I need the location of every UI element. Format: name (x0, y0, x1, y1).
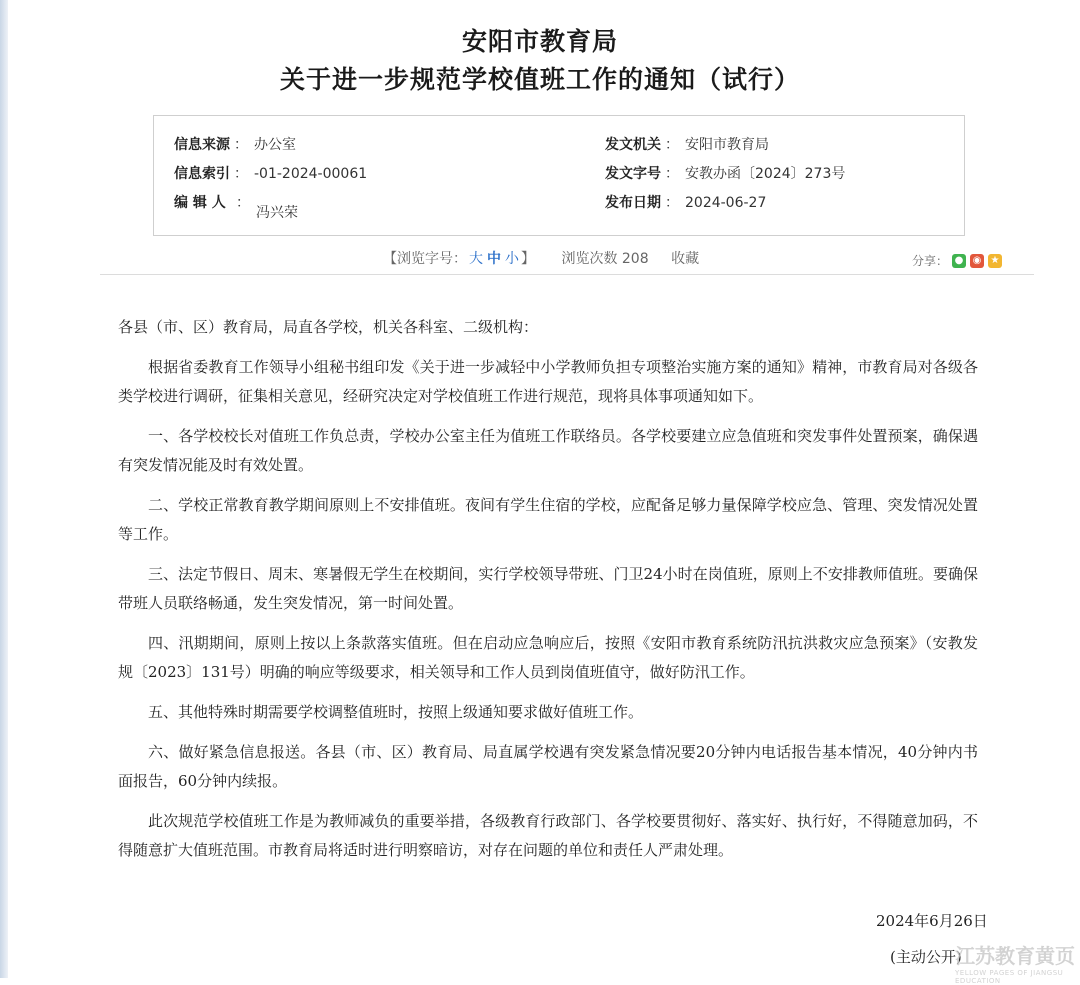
salutation: 各县（市、区）教育局，局直各学校，机关各科室、二级机构： (118, 318, 539, 336)
font-size-medium-link[interactable]: 中 (487, 251, 501, 267)
meta-source-label: 信息来源 (174, 137, 230, 153)
share-bar (912, 252, 1002, 269)
page-title-line1: 安阳市教育局 (461, 27, 618, 56)
paragraph-item-6: 六、做好紧急信息报送。各县（市、区）教育局、局直属学校遇有突发紧急情况要20分钟内电话报告基本情况，40分钟内书面报告，60分钟内续报。 (118, 743, 978, 790)
meta-source: 信息来源 ： 办公室 (174, 134, 296, 154)
meta-issuer-value: 安阳市教育局 (685, 137, 769, 153)
share-label: 分享： (912, 254, 949, 268)
font-size-large-link[interactable]: 大 (469, 251, 483, 267)
meta-editor: 编 辑 人 ：冯兴荣 (174, 192, 298, 212)
notice-body (118, 313, 978, 876)
meta-editor-label: 编 辑 人 (174, 195, 226, 211)
meta-doc-no: 发文字号 ： 安教办函〔2024〕273号 (605, 163, 845, 183)
font-size-toolbar: 【浏览字号： 大 中 小 】 浏览次数 208 收藏 (383, 251, 700, 267)
document-info-box (153, 115, 965, 236)
wechat-icon[interactable]: ● (952, 254, 966, 268)
meta-date-value: 2024-06-27 (685, 195, 767, 211)
meta-issuer-label: 发文机关 (605, 137, 661, 153)
weibo-icon[interactable]: ◉ (970, 254, 984, 268)
paragraph-closing: 此次规范学校值班工作是为教师减负的重要举措，各级教育行政部门、各学校要贯彻好、落实好、执行好，不得随意加码，不得随意扩大值班范围。市教育局将适时进行明察暗访，对存在问题的单位和责任人严肃处理。 (118, 812, 978, 859)
window-left-edge (0, 0, 8, 978)
favorite-link[interactable]: 收藏 (671, 251, 700, 267)
paragraph-item-1: 一、各学校校长对值班工作负总责，学校办公室主任为值班工作联络员。各学校要建立应急值班和突发事件处置预案，确保遇有突发情况能及时有效处置。 (118, 427, 978, 474)
watermark-logo: 江苏教育黄页 YELLOW PAGES OF JIANGSU EDUCATION (955, 944, 1075, 985)
font-size-small-link[interactable]: 小 (505, 251, 519, 267)
paragraph-item-2: 二、学校正常教育教学期间原则上不安排值班。夜间有学生住宿的学校，应配备足够力量保障学校应急、管理、突发情况处置等工作。 (118, 496, 978, 543)
meta-date-label: 发布日期 (605, 195, 661, 211)
meta-doc-no-label: 发文字号 (605, 166, 661, 182)
meta-doc-no-value: 安教办函〔2024〕273号 (685, 166, 846, 182)
signature-date: 2024年6月26日 (876, 912, 988, 930)
qzone-icon[interactable]: ★ (988, 254, 1002, 268)
meta-date: 发布日期 ： 2024-06-27 (605, 192, 766, 212)
meta-source-value: 办公室 (254, 137, 296, 153)
meta-index-value: -01-2024-00061 (254, 166, 368, 182)
page-title-line2: 关于进一步规范学校值班工作的通知（试行） (279, 65, 800, 94)
meta-index: 信息索引 ： -01-2024-00061 (174, 163, 367, 183)
meta-index-label: 信息索引 (174, 166, 230, 182)
view-count: 浏览次数 208 (561, 251, 649, 267)
paragraph-item-4: 四、汛期期间，原则上按以上条款落实值班。但在启动应急响应后，按照《安阳市教育系统防汛抗洪救灾应急预案》（安教发规〔2023〕131号）明确的响应等级要求，相关领导和工作人员到岗值班值守，做好防汛工作。 (118, 634, 978, 681)
meta-issuer: 发文机关 ： 安阳市教育局 (605, 134, 769, 154)
header-divider (100, 274, 1034, 275)
meta-editor-value: 冯兴荣 (256, 205, 298, 221)
paragraph-item-3: 三、法定节假日、周末、寒暑假无学生在校期间，实行学校领导带班、门卫24小时在岗值班，原则上不安排教师值班。要确保带班人员联络畅通，发生突发情况，第一时间处置。 (118, 565, 978, 612)
disclosure-note: (主动公开) (890, 948, 962, 966)
paragraph-item-5: 五、其他特殊时期需要学校调整值班时，按照上级通知要求做好值班工作。 (148, 703, 644, 721)
paragraph-intro: 根据省委教育工作领导小组秘书组印发《关于进一步减轻中小学教师负担专项整治实施方案的通知》精神，市教育局对各级各类学校进行调研，征集相关意见，经研究决定对学校值班工作进行规范，现将具体事项通知如下。 (118, 358, 978, 405)
